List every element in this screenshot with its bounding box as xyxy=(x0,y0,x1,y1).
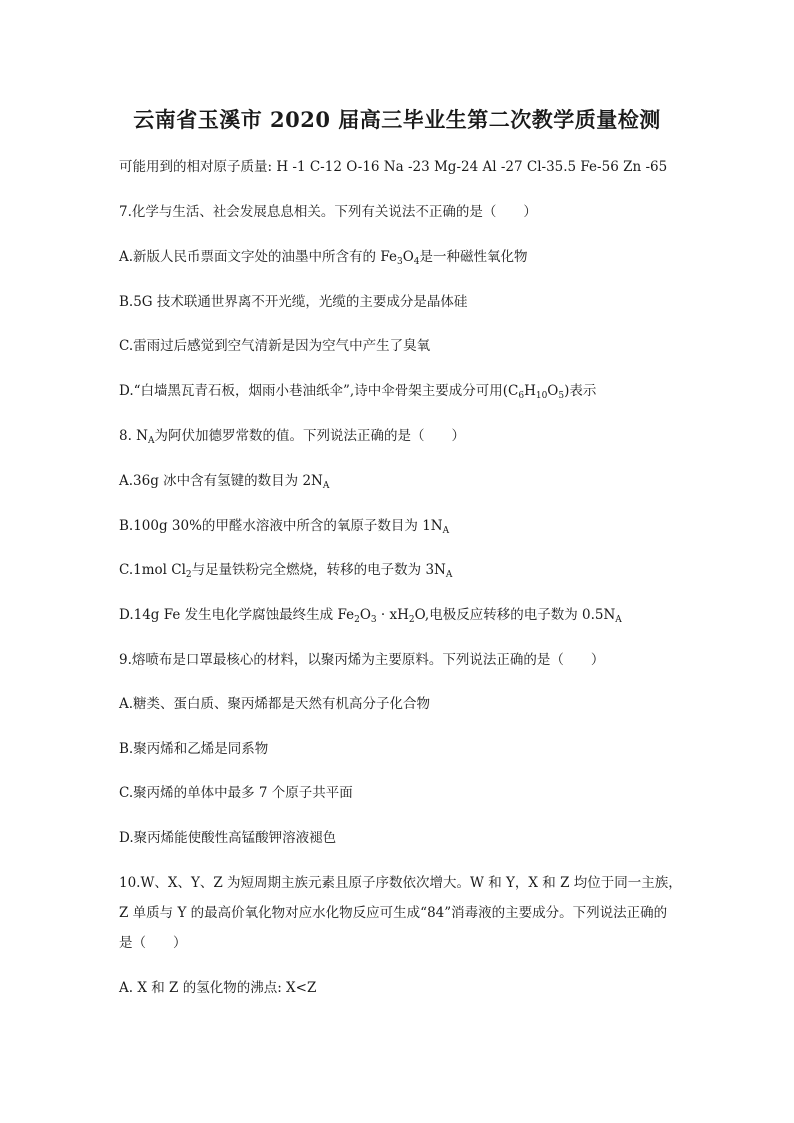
q8-stem: 8. $N_A$为阿伏加德罗常数的值。下列说法正确的是（ ） xyxy=(119,428,465,446)
q9-option-d: D.聚丙烯能使酸性高锰酸钾溶液褪色 xyxy=(119,830,337,846)
q9-option-c: C.聚丙烯的单体中最多 7 个原子共平面 xyxy=(119,785,353,801)
q7-option-a: A.新版人民币票面文字处的油墨中所含有的 $Fe_3O_4$是一种磁性氧化物 xyxy=(119,249,528,267)
q7-option-d: D.“白墙黑瓦青石板，烟雨小巷油纸伞”,诗中伞骨架主要成分可用$(C_6H_{10}O_5)$表示 xyxy=(119,383,597,401)
exam-title: 云南省玉溪市 2020 届高三毕业生第二次教学质量检测 xyxy=(133,107,661,132)
q8-option-c: C.1mol $Cl_2$与足量铁粉完全燃烧，转移的电子数为 $3N_A$ xyxy=(119,562,453,580)
q9-stem: 9.熔喷布是口罩最核心的材料，以聚丙烯为主要原料。下列说法正确的是（ ） xyxy=(119,652,605,668)
q10-option-a: A. X 和 Z 的氢化物的沸点: X<Z xyxy=(119,980,317,996)
q9-option-b: B.聚丙烯和乙烯是同系物 xyxy=(119,741,269,757)
q10-stem-line-2: Z 单质与 Y 的最高价氧化物对应水化物反应可生成“84”消毒液的主要成分。下列说法正确的 xyxy=(119,905,668,921)
q9-option-a: A.糖类、蛋白质、聚丙烯都是天然有机高分子化合物 xyxy=(119,696,431,712)
q7-option-b: B.5G 技术联通世界离不开光缆，光缆的主要成分是晶体硅 xyxy=(119,294,468,310)
q7-stem: 7.化学与生活、社会发展息息相关。下列有关说法不正确的是（ ） xyxy=(119,204,537,220)
q7-option-c: C.雷雨过后感觉到空气清新是因为空气中产生了臭氧 xyxy=(119,338,431,354)
q8-option-d: D.14g Fe 发生电化学腐蚀最终生成 $Fe_2O_3 \cdot xH_2O$,电极反应转移的电子数为 $0.5N_A$ xyxy=(119,607,622,625)
q10-stem-line-3: 是（ ） xyxy=(119,935,187,951)
atomic-masses-line: 可能用到的相对原子质量: H -1 C-12 O-16 Na -23 Mg-24 Al -27 Cl-35.5 Fe-56 Zn -65 xyxy=(119,159,668,175)
q10-stem-line-1: 10.W、X、Y、Z 为短周期主族元素且原子序数依次增大。W 和 Y，X 和 Z 均位于同一主族， xyxy=(119,875,682,891)
q8-option-a: A.36g 冰中含有氢键的数目为 $2N_A$ xyxy=(119,473,330,491)
q8-option-b: B.100g 30%的甲醛水溶液中所含的氧原子数目为 $1N_A$ xyxy=(119,518,450,536)
